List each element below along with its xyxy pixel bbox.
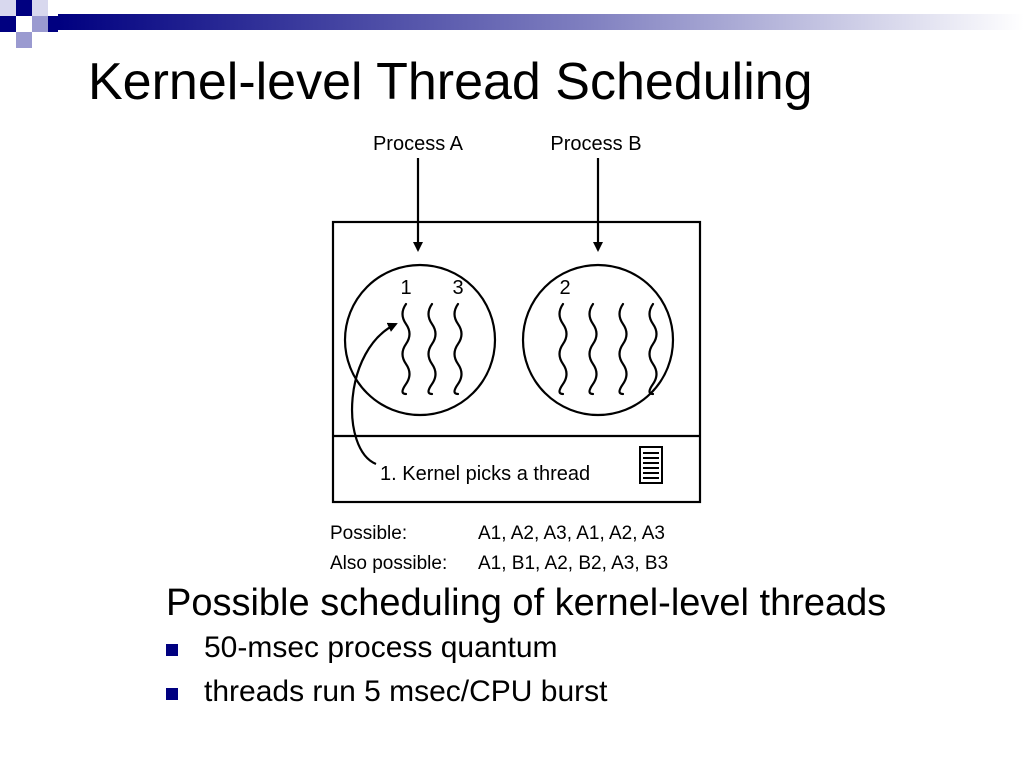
- kernel-label: 1. Kernel picks a thread: [380, 463, 591, 485]
- also-possible-sequence: A1, B1, A2, B2, A3, B3: [478, 553, 669, 574]
- slide-body: [166, 580, 926, 714]
- header-decoration: [0, 0, 1024, 50]
- bullet-item: [166, 626, 926, 670]
- thread-a1-icon: [403, 304, 410, 394]
- thread-label-3: 3: [452, 277, 464, 299]
- thread-label-2: 2: [559, 277, 571, 299]
- bullet-text: threads run 5 msec/CPU burst: [204, 675, 608, 708]
- process-a-circle: [345, 265, 495, 415]
- thread-b3-icon: [620, 304, 627, 394]
- thread-b4-icon: [650, 304, 657, 394]
- bullet-list: [166, 626, 926, 714]
- bullet-square-icon: [166, 644, 178, 656]
- run-queue-icon: [640, 447, 662, 483]
- bullet-square-icon: [166, 688, 178, 700]
- kernel-pick-arrow: [352, 324, 396, 464]
- process-b-label: Process B: [550, 133, 642, 155]
- thread-b2-icon: [590, 304, 597, 394]
- thread-a3-icon: [455, 304, 462, 394]
- possible-label: Possible:: [330, 523, 408, 544]
- kernel-scheduling-diagram: [318, 124, 718, 580]
- possible-sequence: A1, A2, A3, A1, A2, A3: [478, 523, 665, 544]
- process-a-label: Process A: [372, 133, 464, 155]
- thread-b1-icon: [560, 304, 567, 394]
- thread-a2-icon: [429, 304, 436, 394]
- thread-label-1: 1: [400, 277, 412, 299]
- bullet-item: [166, 670, 926, 714]
- slide-title: Kernel-level Thread Scheduling: [88, 53, 813, 111]
- bullet-text: 50-msec process quantum: [204, 631, 558, 664]
- also-possible-label: Also possible:: [330, 553, 448, 574]
- main-point: Possible scheduling of kernel-level threads: [166, 582, 887, 624]
